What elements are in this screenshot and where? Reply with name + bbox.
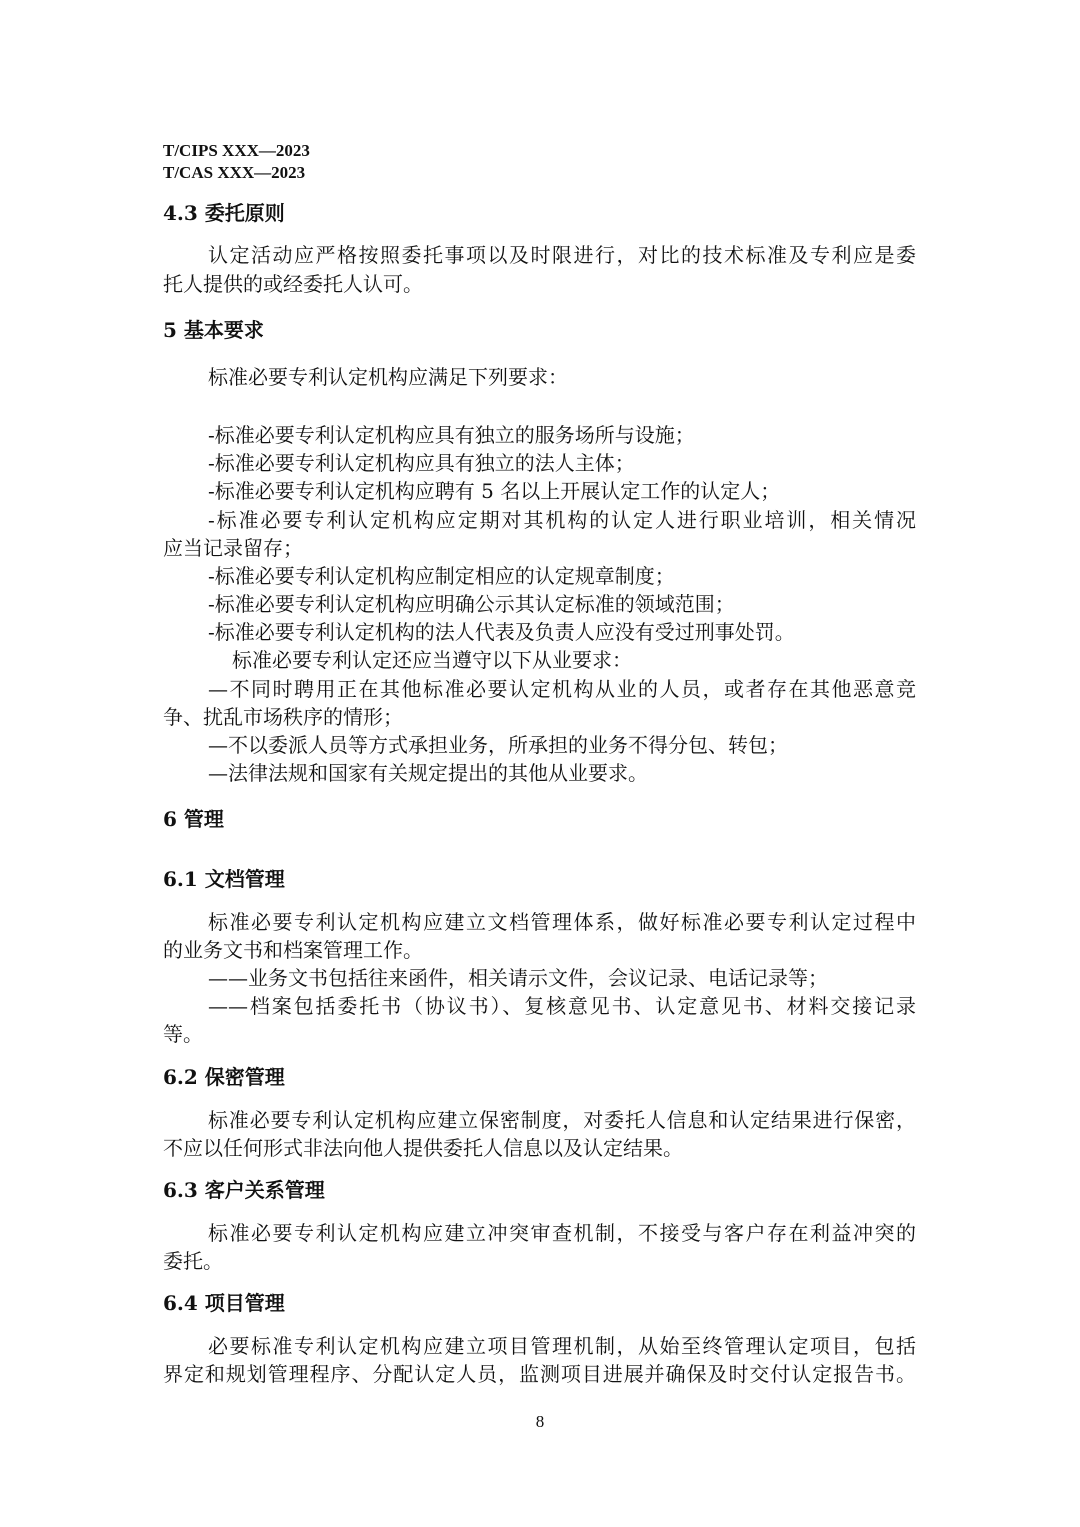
section-4-3-heading: 4.3 委托原则 bbox=[163, 201, 285, 225]
page-number: 8 bbox=[535, 1412, 545, 1431]
paragraph-line: 委托。 bbox=[163, 1249, 223, 1273]
paragraph-line: 标准必要专利认定机构应建立文档管理体系，做好标准必要专利认定过程中 bbox=[208, 910, 916, 934]
paragraph-line: 托人提供的或经委托人认可。 bbox=[163, 272, 423, 296]
requirement-item: -标准必要专利认定机构应定期对其机构的认定人进行职业培训，相关情况 bbox=[208, 508, 916, 532]
section-6-1-heading: 6.1 文档管理 bbox=[163, 867, 285, 891]
paragraph-line: 标准必要专利认定机构应建立保密制度，对委托人信息和认定结果进行保密， bbox=[208, 1108, 916, 1132]
section-6-4-heading: 6.4 项目管理 bbox=[163, 1291, 285, 1315]
requirement-item: -标准必要专利认定机构应明确公示其认定标准的领域范围； bbox=[208, 592, 735, 616]
document-list-item: ——档案包括委托书（协议书）、复核意见书、认定意见书、材料交接记录 bbox=[208, 994, 916, 1018]
paragraph-line: 界定和规划管理程序、分配认定人员，监测项目进展并确保及时交付认定报告书。 bbox=[163, 1362, 916, 1386]
paragraph-line: 必要标准专利认定机构应建立项目管理机制，从始至终管理认定项目，包括 bbox=[208, 1334, 916, 1358]
requirement-item: -标准必要专利认定机构的法人代表及负责人应没有受过刑事处罚。 bbox=[208, 620, 795, 644]
section-6-2-heading: 6.2 保密管理 bbox=[163, 1065, 285, 1089]
requirement-item: -标准必要专利认定机构应具有独立的法人主体； bbox=[208, 451, 635, 475]
requirements-intro: 标准必要专利认定机构应满足下列要求： bbox=[208, 365, 568, 389]
paragraph-line: 认定活动应严格按照委托事项以及时限进行，对比的技术标准及专利应是委 bbox=[208, 243, 916, 267]
conduct-intro: 标准必要专利认定还应当遵守以下从业要求： bbox=[232, 648, 632, 672]
requirement-item-continuation: 应当记录留存； bbox=[163, 536, 303, 560]
section-6-heading: 6 管理 bbox=[163, 807, 224, 831]
conduct-item: —不以委派人员等方式承担业务，所承担的业务不得分包、转包； bbox=[208, 733, 788, 757]
document-list-item: ——业务文书包括往来函件，相关请示文件，会议记录、电话记录等； bbox=[208, 966, 828, 990]
standard-code-cas: T/CAS XXX—2023 bbox=[163, 163, 306, 182]
section-5-heading: 5 基本要求 bbox=[163, 318, 264, 342]
paragraph-line: 的业务文书和档案管理工作。 bbox=[163, 938, 423, 962]
conduct-item-continuation: 争、扰乱市场秩序的情形； bbox=[163, 705, 403, 729]
section-6-3-heading: 6.3 客户关系管理 bbox=[163, 1178, 325, 1202]
conduct-item: —不同时聘用正在其他标准必要认定机构从业的人员，或者存在其他恶意竞 bbox=[208, 677, 916, 701]
standard-code-cips: T/CIPS XXX—2023 bbox=[163, 141, 310, 160]
paragraph-line: 标准必要专利认定机构应建立冲突审查机制，不接受与客户存在利益冲突的 bbox=[208, 1221, 916, 1245]
requirement-item: -标准必要专利认定机构应具有独立的服务场所与设施； bbox=[208, 423, 695, 447]
paragraph-line: 不应以任何形式非法向他人提供委托人信息以及认定结果。 bbox=[163, 1136, 683, 1160]
requirement-item: -标准必要专利认定机构应聘有 5 名以上开展认定工作的认定人； bbox=[208, 479, 781, 503]
conduct-item: —法律法规和国家有关规定提出的其他从业要求。 bbox=[208, 761, 648, 785]
requirement-item: -标准必要专利认定机构应制定相应的认定规章制度； bbox=[208, 564, 675, 588]
paragraph-line: 等。 bbox=[163, 1022, 203, 1046]
